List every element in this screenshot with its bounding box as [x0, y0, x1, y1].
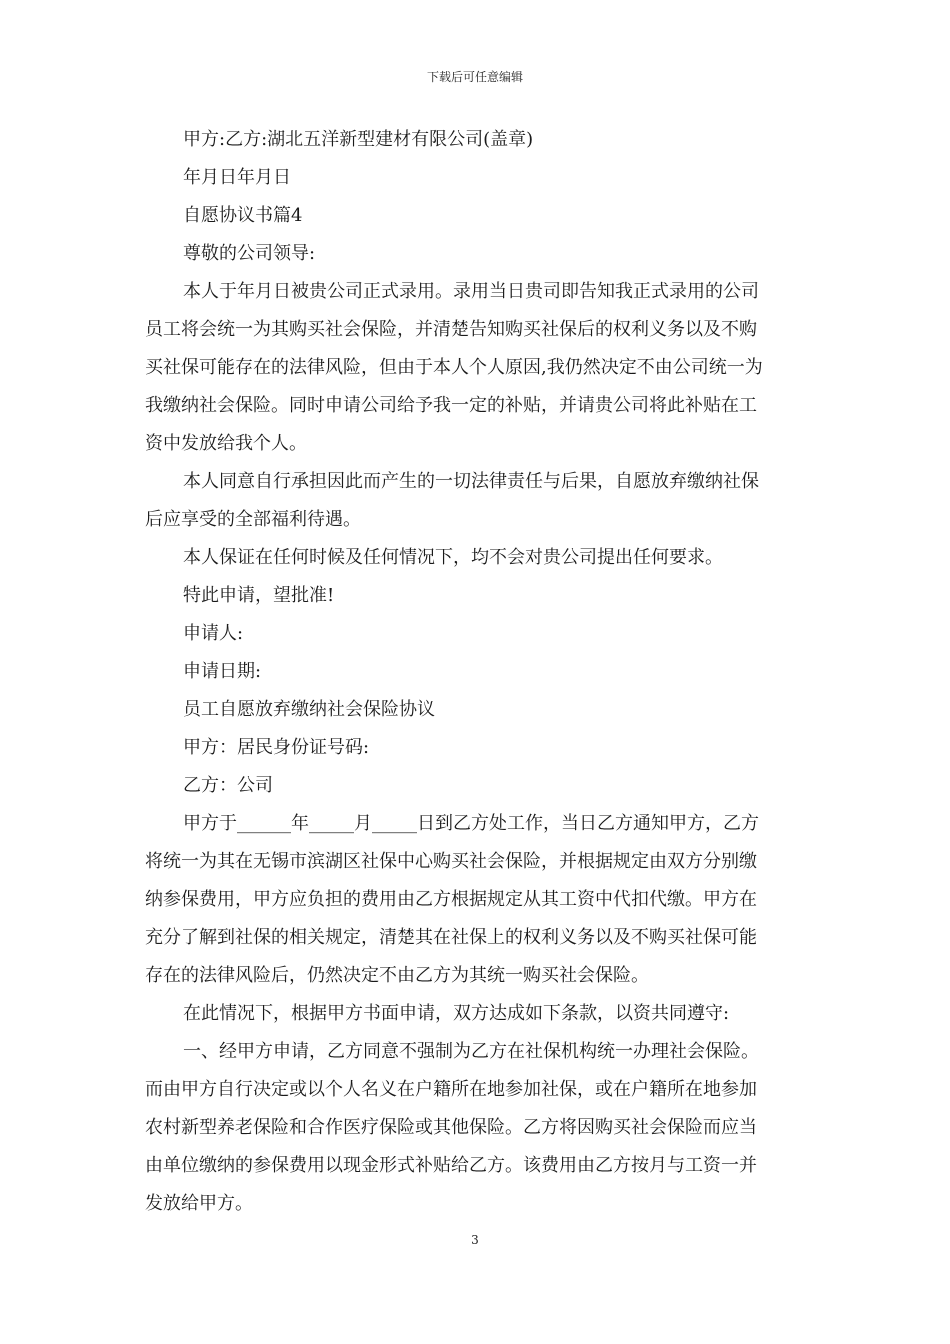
- party-signature-line: 甲方:乙方:湖北五洋新型建材有限公司(盖章): [183, 129, 534, 150]
- text-line: 充分了解到社保的相关规定，清楚其在社保上的权利义务以及不购买社保可能: [145, 927, 757, 948]
- text-line: 本人同意自行承担因此而产生的一切法律责任与后果，自愿放弃缴纳社保: [183, 471, 759, 492]
- text-line: 由单位缴纳的参保费用以现金形式补贴给乙方。该费用由乙方按月与工资一并: [145, 1155, 757, 1176]
- paragraph-insurance-notice: [145, 805, 807, 995]
- application-date-label: 申请日期:: [183, 661, 262, 682]
- paragraph-clause-1: [145, 1033, 807, 1223]
- text-line: 员工将会统一为其购买社会保险，并清楚告知购买社保后的权利义务以及不购: [145, 319, 757, 340]
- page-number: 3: [471, 1233, 479, 1247]
- text-line: 存在的法律风险后，仍然决定不由乙方为其统一购买社会保险。: [145, 965, 649, 986]
- text-line: 后应享受的全部福利待遇。: [145, 509, 361, 530]
- text-line: 本人于年月日被贵公司正式录用。录用当日贵司即告知我正式录用的公司: [183, 281, 759, 302]
- text-line: 将统一为其在无锡市滨湖区社保中心购买社会保险，并根据规定由双方分别缴: [145, 851, 757, 872]
- party-b-line: 乙方：公司: [183, 775, 273, 796]
- text-line: 一、经甲方申请，乙方同意不强制为乙方在社保机构统一办理社会保险。: [183, 1041, 759, 1062]
- document-body: [145, 121, 807, 1223]
- text-line: 甲方于______年_____月_____日到乙方处工作，当日乙方通知甲方，乙方: [183, 813, 759, 834]
- party-a-id-line: 甲方：居民身份证号码:: [183, 737, 370, 758]
- text-line: 资中发放给我个人。: [145, 433, 307, 454]
- paragraph-liability: [145, 463, 807, 539]
- date-line: 年月日年月日: [183, 167, 291, 188]
- text-line: 而由甲方自行决定或以个人名义在户籍所在地参加社保，或在户籍所在地参加: [145, 1079, 757, 1100]
- text-line: 农村新型养老保险和合作医疗保险或其他保险。乙方将因购买社会保险而应当: [145, 1117, 757, 1138]
- salutation: 尊敬的公司领导:: [183, 243, 316, 264]
- guarantee-line: 本人保证在任何时候及任何情况下，均不会对贵公司提出任何要求。: [183, 547, 723, 568]
- section-title: 自愿协议书篇4: [183, 205, 303, 226]
- request-line: 特此申请，望批准!: [183, 585, 335, 606]
- text-line: 纳参保费用，甲方应负担的费用由乙方根据规定从其工资中代扣代缴。甲方在: [145, 889, 757, 910]
- applicant-label: 申请人:: [183, 623, 244, 644]
- agreement-title: 员工自愿放弃缴纳社会保险协议: [183, 699, 435, 720]
- text-line: 买社保可能存在的法律风险，但由于本人个人原因,我仍然决定不由公司统一为: [145, 357, 763, 378]
- text-line: 发放给甲方。: [145, 1193, 253, 1214]
- text-line: 我缴纳社会保险。同时申请公司给予我一定的补贴，并请贵公司将此补贴在工: [145, 395, 757, 416]
- paragraph-employment: [145, 273, 807, 463]
- terms-intro-line: 在此情况下，根据甲方书面申请，双方达成如下条款，以资共同遵守:: [183, 1003, 730, 1024]
- page-header: 下载后可任意编辑: [426, 70, 523, 84]
